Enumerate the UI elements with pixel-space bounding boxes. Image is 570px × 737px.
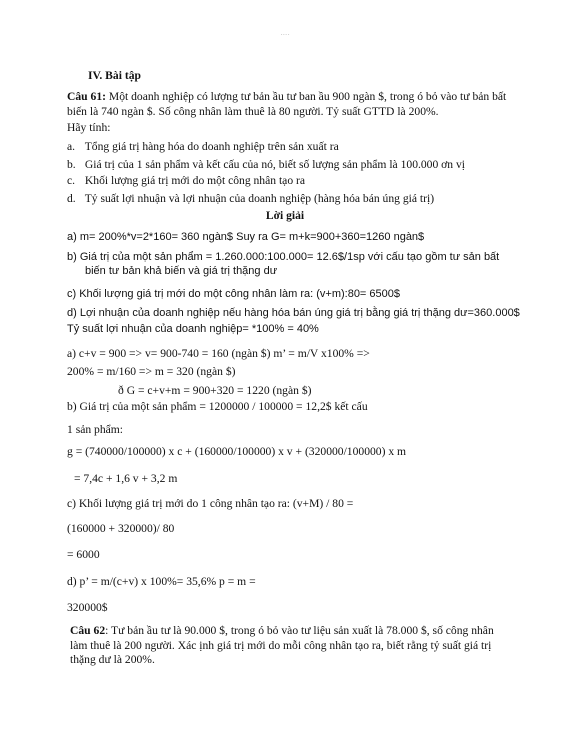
- solution-d-line2: Tỷ suất lợi nhuận của doanh nghiệp= *100% = 40%: [67, 323, 319, 335]
- question-61-prompt: Hãy tính:: [67, 121, 111, 134]
- question-61-text: Một doanh nghiệp có lượng tư bản ầu tư ban ầu 900 ngàn $, trong ó bỏ vào tư bản bất biến là 740 ngàn $. Số công nhân làm thuê là 80 người. Tỷ suất GTTD là 200%.: [67, 90, 507, 118]
- alt-b-line2: 1 sản phẩm:: [67, 423, 124, 436]
- item-b-text: Giá trị của 1 sản phẩm và kết cấu của nó, biết số lượng sản phẩm là 100.000 ơn vị: [84, 158, 466, 171]
- alt-a-line2: 200% = m/160 => m = 320 (ngàn $): [67, 365, 236, 378]
- alt-b-line3: g = (740000/100000) x c + (160000/100000) x v + (320000/100000) x m: [67, 445, 407, 458]
- alt-a-line3: ð G = c+v+m = 900+320 = 1220 (ngàn $): [118, 384, 312, 397]
- solution-c: c) Khối lượng giá trị mới do một công nhân làm ra: (v+m):80= 6500$: [67, 288, 401, 300]
- question-62-text: : Tư bản ầu tư là 90.000 $, trong ó bỏ vào tư liệu sản xuất là 78.000 $, số công nhân làm thuê là 200 người. Xác ịnh giá trị mới do mỗi công nhân tạo ra, biết rằng tỷ suất giá trị thặng dư là 200%.: [70, 624, 494, 666]
- question-61-item-d: [67, 192, 512, 206]
- solution-d-line1: d) Lợi nhuận của doanh nghiệp nếu hàng hóa bán úng giá trị bằng giá trị thặng dư=360.000$: [67, 307, 520, 319]
- alt-b-line4: = 7,4c + 1,6 v + 3,2 m: [74, 472, 178, 485]
- section-title: IV. Bài tập: [88, 69, 141, 82]
- question-61-item-c: [67, 174, 512, 188]
- question-61-label: Câu 61:: [67, 90, 106, 103]
- question-62-label: Câu 62: [70, 624, 106, 637]
- item-a-text: Tổng giá trị hàng hóa do doanh nghiệp trên sản xuất ra: [84, 140, 339, 153]
- item-d-text: Tỷ suất lợi nhuận và lợi nhuận của doanh nghiệp (hàng hóa bán úng giá trị): [84, 192, 435, 205]
- question-61-item-b: [67, 158, 512, 172]
- question-61-item-a: [67, 140, 512, 154]
- item-d-label: d.: [67, 192, 76, 205]
- alt-d-line2: 320000$: [67, 601, 108, 614]
- solution-b-line2: biến tư bản khả biến và giá trị thặng dư: [85, 265, 278, 277]
- item-a-label: a.: [67, 140, 76, 153]
- alt-d-line1: d) p’ = m/(c+v) x 100%= 35,6% p = m =: [67, 575, 256, 588]
- header-mark: - - - -: [280, 32, 290, 37]
- alt-c-line3: = 6000: [67, 548, 100, 561]
- item-c-text: Khối lượng giá trị mới do một công nhân tạo ra: [84, 174, 306, 187]
- question-61: [67, 89, 512, 119]
- alt-a-line1: a) c+v = 900 => v= 900-740 = 160 (ngàn $) m’ = m/V x100% =>: [67, 347, 370, 360]
- item-c-label: c.: [67, 174, 76, 187]
- alt-c-line1: c) Khối lượng giá trị mới do 1 công nhân tạo ra: (v+M) / 80 =: [67, 497, 354, 510]
- alt-c-line2: (160000 + 320000)/ 80: [67, 522, 175, 535]
- solution-a: a) m= 200%*v=2*160= 360 ngàn$ Suy ra G= m+k=900+360=1260 ngàn$: [67, 231, 425, 243]
- question-62: [70, 624, 512, 668]
- alt-b-line1: b) Giá trị của một sản phẩm = 1200000 / 100000 = 12,2$ kết cấu: [67, 400, 368, 413]
- item-b-label: b.: [67, 158, 76, 171]
- solution-b-line1: b) Giá trị của một sản phẩm = 1.260.000:100.000= 12.6$/1sp với cấu tạo gồm tư sản bất: [67, 251, 500, 263]
- solution-title: Lời giải: [265, 209, 305, 222]
